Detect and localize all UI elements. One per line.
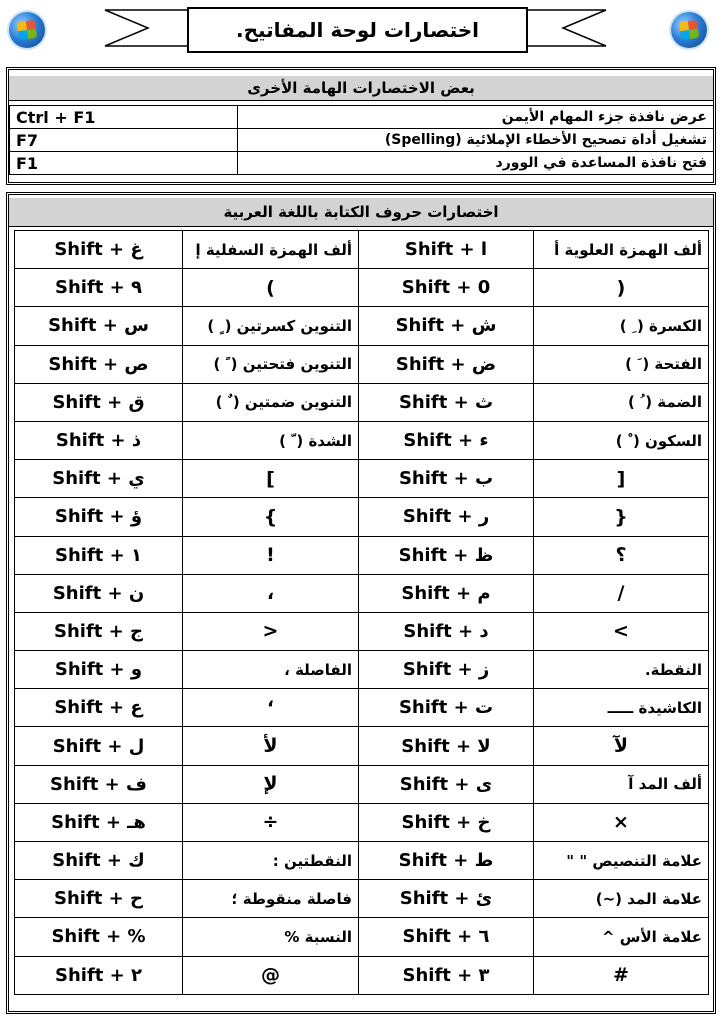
character-description: (: [183, 269, 359, 307]
character-description: التنوين ضمتين ( ٌ ): [183, 383, 359, 421]
character-description: ×: [534, 803, 709, 841]
table-row: [15, 956, 709, 994]
shortcut-key: Shift + ز: [359, 651, 534, 689]
shortcut-key: Shift + هـ: [15, 803, 183, 841]
table-row: [15, 345, 709, 383]
shortcut-key: Shift + ٢: [15, 956, 183, 994]
character-description: الضمة ( ُ ): [534, 383, 709, 421]
character-description: ،: [183, 574, 359, 612]
other-shortcuts-table: [9, 105, 714, 175]
character-description: >: [183, 612, 359, 650]
character-description: علامة التنصيص " ": [534, 842, 709, 880]
other-shortcuts-title: بعض الاختصارات الهامة الأخرى: [9, 76, 713, 101]
table-row: [15, 307, 709, 345]
character-description: الفاصلة ،: [183, 651, 359, 689]
character-description: !: [183, 536, 359, 574]
table-row: [15, 498, 709, 536]
shortcut-description: تشغيل أداة تصحيح الأخطاء الإملائية (Spelling): [238, 129, 714, 152]
shortcut-key: Shift + س: [15, 307, 183, 345]
character-description: ألف المد آ: [534, 765, 709, 803]
table-row: [15, 803, 709, 841]
shortcut-key: Shift + 0: [359, 269, 534, 307]
character-description: لأ: [183, 727, 359, 765]
character-description: }: [534, 498, 709, 536]
shortcut-key: Shift + ش: [359, 307, 534, 345]
shortcut-key: Shift + ؤ: [15, 498, 183, 536]
table-row: [15, 612, 709, 650]
table-row: [15, 727, 709, 765]
table-row: [15, 765, 709, 803]
character-description: لإ: [183, 765, 359, 803]
shortcut-key: Shift + ظ: [359, 536, 534, 574]
character-description: لآ: [534, 727, 709, 765]
character-description: فاصلة منقوطة ؛: [183, 880, 359, 918]
character-description: التنوين كسرتين ( ٍ ): [183, 307, 359, 345]
table-row: [15, 536, 709, 574]
table-row: [15, 842, 709, 880]
character-description: الشدة ( ّ ): [183, 421, 359, 459]
shortcut-description: فتح نافذة المساعدة في الوورد: [238, 152, 714, 175]
table-row: [15, 231, 709, 269]
table-row: [15, 880, 709, 918]
character-description: علامة الأس ^: [534, 918, 709, 956]
character-description: الكاشيدة ـــــ: [534, 689, 709, 727]
shortcut-key: Shift + ض: [359, 345, 534, 383]
shortcut-key: Shift + ع: [15, 689, 183, 727]
shortcut-key: Shift + ص: [15, 345, 183, 383]
shortcut-key: Ctrl + F1: [10, 106, 238, 129]
table-row: [15, 383, 709, 421]
shortcut-key: Shift + ٦: [359, 918, 534, 956]
shortcut-key: Shift + ط: [359, 842, 534, 880]
shortcut-key: Shift + %: [15, 918, 183, 956]
shortcut-key: Shift + خ: [359, 803, 534, 841]
shortcut-key: F7: [10, 129, 238, 152]
shortcut-key: Shift + ف: [15, 765, 183, 803]
arabic-shortcuts-title: اختصارات حروف الكتابة باللغة العربية: [9, 198, 713, 227]
character-description: /: [534, 574, 709, 612]
character-description: السكون ( ْ ): [534, 421, 709, 459]
shortcut-key: Shift + غ: [15, 231, 183, 269]
shortcut-key: Shift + ل: [15, 727, 183, 765]
shortcut-key: Shift + ق: [15, 383, 183, 421]
table-row: [10, 106, 714, 129]
shortcut-key: Shift + ث: [359, 383, 534, 421]
shortcut-key: Shift + ئ: [359, 880, 534, 918]
page-title: اختصارات لوحة المفاتيح.: [187, 7, 528, 53]
character-description: <: [534, 612, 709, 650]
character-description: ]: [534, 460, 709, 498]
shortcut-key: Shift + ح: [15, 880, 183, 918]
table-row: [15, 460, 709, 498]
character-description: #: [534, 956, 709, 994]
shortcut-key: Shift + ا: [359, 231, 534, 269]
shortcut-description: عرض نافذة جزء المهام الأيمن: [238, 106, 714, 129]
shortcut-key: Shift + ن: [15, 574, 183, 612]
table-row: [15, 689, 709, 727]
shortcut-key: Shift + و: [15, 651, 183, 689]
table-row: [15, 574, 709, 612]
character-description: النسبة %: [183, 918, 359, 956]
table-row: [10, 152, 714, 175]
shortcut-key: Shift + ى: [359, 765, 534, 803]
character-description: النقطتين :: [183, 842, 359, 880]
character-description: التنوين فتحتين ( ً ): [183, 345, 359, 383]
character-description: ‘: [183, 689, 359, 727]
shortcut-key: Shift + ك: [15, 842, 183, 880]
character-description: [: [183, 460, 359, 498]
character-description: ÷: [183, 803, 359, 841]
shortcut-key: Shift + د: [359, 612, 534, 650]
character-description: ؟: [534, 536, 709, 574]
character-description: @: [183, 956, 359, 994]
character-description: {: [183, 498, 359, 536]
shortcut-key: Shift + ء: [359, 421, 534, 459]
table-row: [15, 421, 709, 459]
character-description: النقطة.: [534, 651, 709, 689]
shortcut-key: Shift + ت: [359, 689, 534, 727]
table-row: [15, 269, 709, 307]
table-row: [15, 651, 709, 689]
character-description: ألف الهمزة السفلية إ: [183, 231, 359, 269]
shortcut-key: Shift + لا: [359, 727, 534, 765]
character-description: علامة المد (~): [534, 880, 709, 918]
shortcut-key: Shift + ر: [359, 498, 534, 536]
character-description: ): [534, 269, 709, 307]
table-row: [10, 129, 714, 152]
shortcut-key: Shift + ٣: [359, 956, 534, 994]
shortcut-key: Shift + م: [359, 574, 534, 612]
shortcut-key: Shift + ١: [15, 536, 183, 574]
character-description: الفتحة ( َ ): [534, 345, 709, 383]
shortcut-key: Shift + ذ: [15, 421, 183, 459]
arabic-shortcuts-body: [15, 231, 709, 995]
shortcut-key: Shift + ج: [15, 612, 183, 650]
shortcut-key: Shift + ب: [359, 460, 534, 498]
shortcut-key: F1: [10, 152, 238, 175]
shortcut-key: Shift + ي: [15, 460, 183, 498]
character-description: ألف الهمزة العلوية أ: [534, 231, 709, 269]
shortcut-key: Shift + ٩: [15, 269, 183, 307]
arabic-shortcuts-table: [14, 230, 709, 995]
table-row: [15, 918, 709, 956]
character-description: الكسرة ( ِ ): [534, 307, 709, 345]
